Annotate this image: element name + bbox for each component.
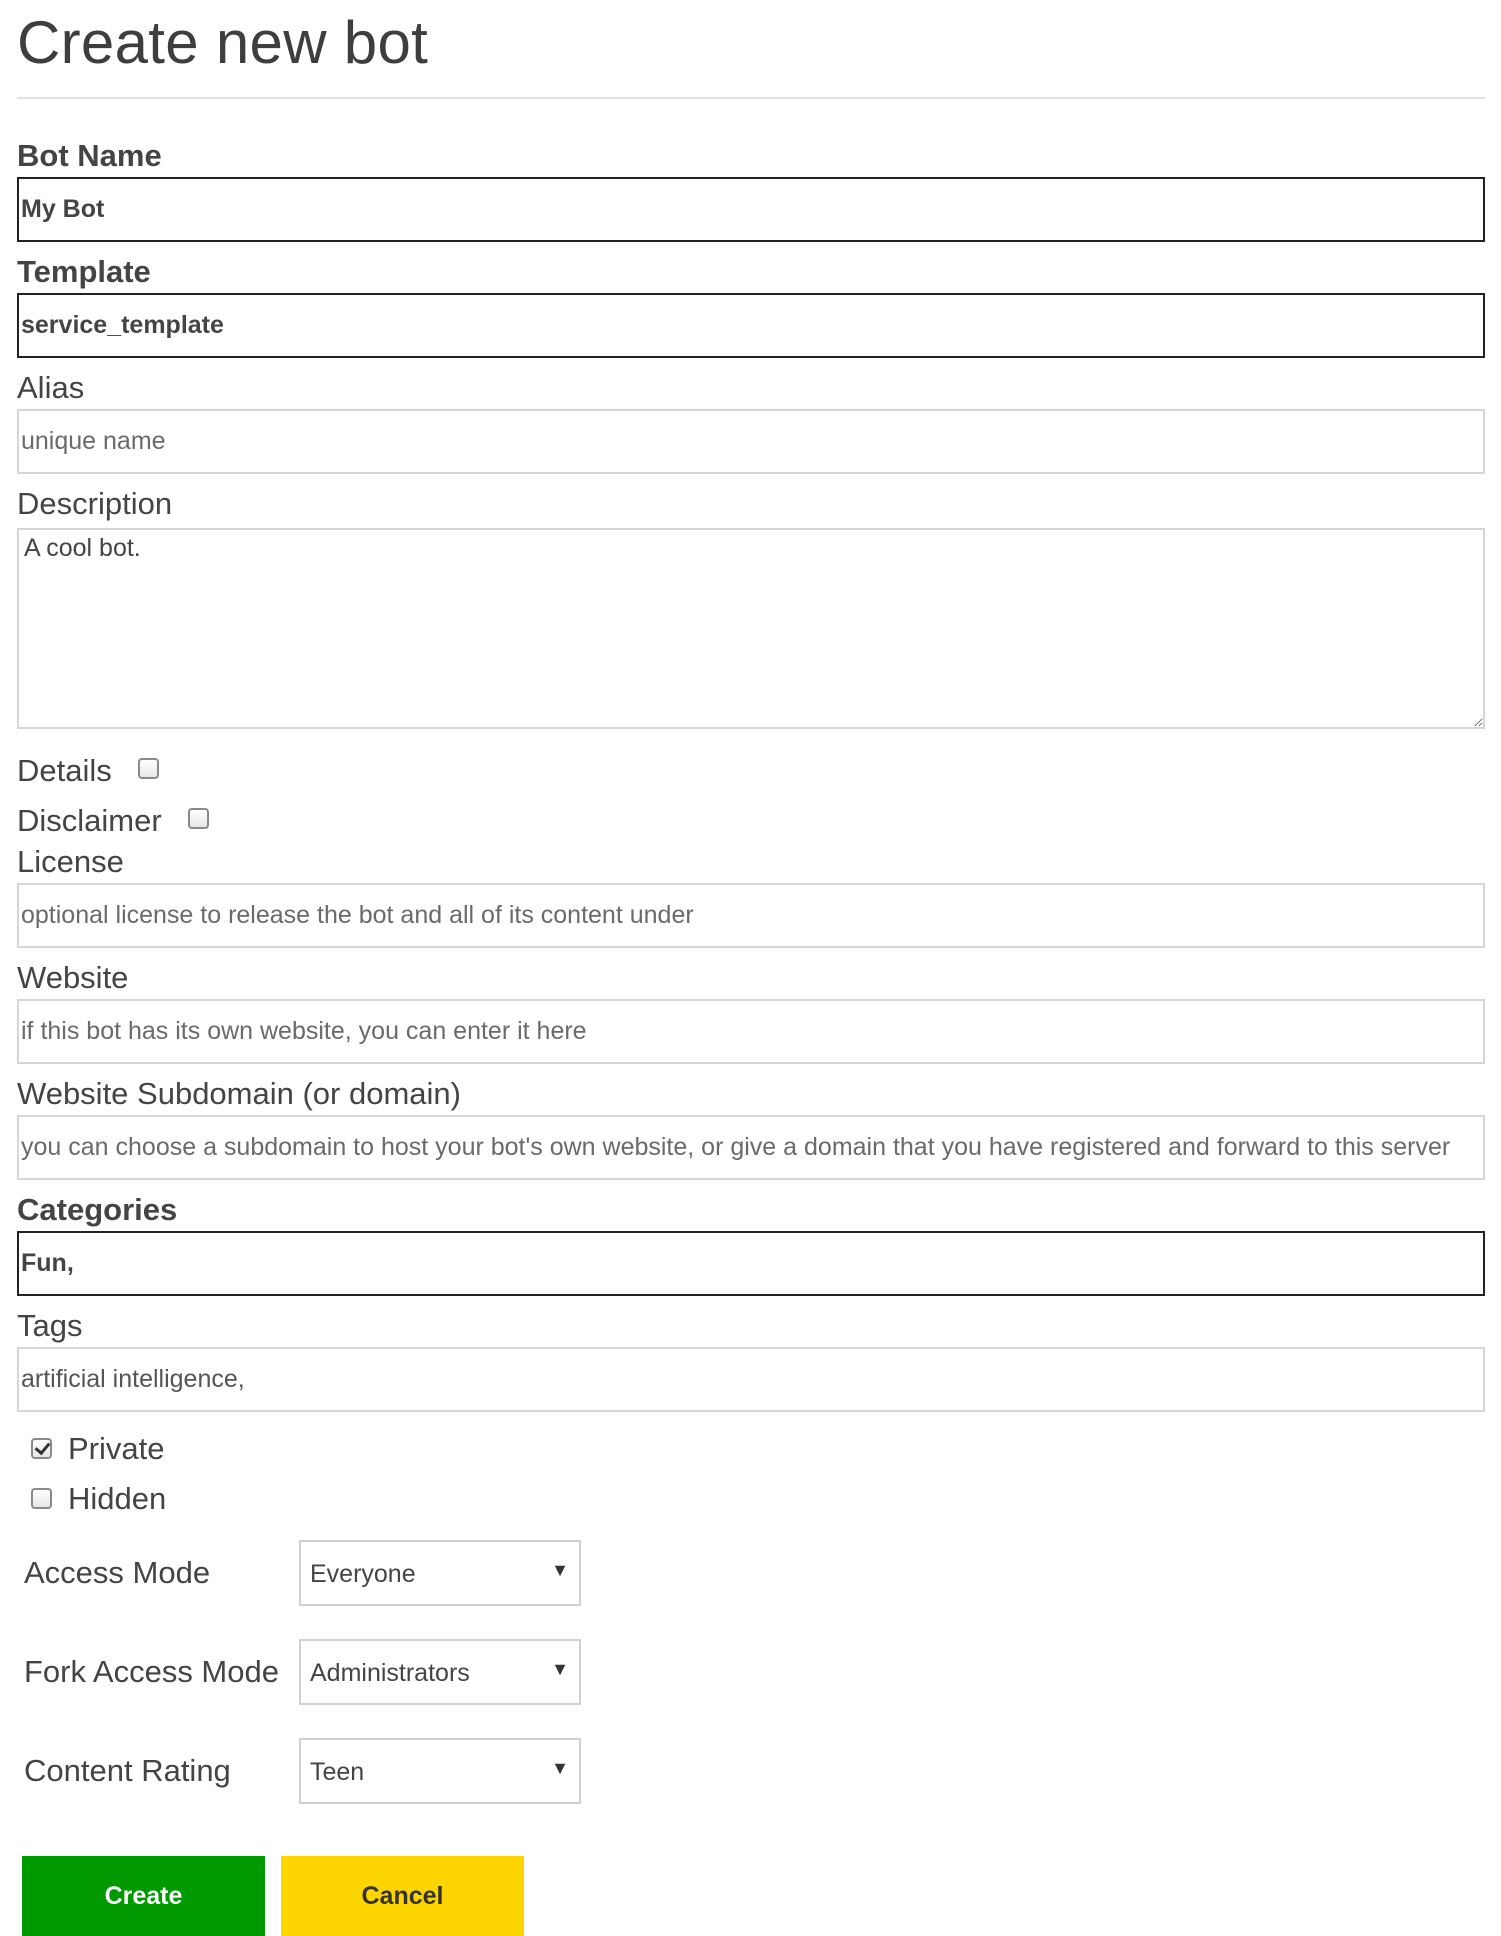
template-input[interactable] (17, 293, 1485, 358)
tags-input[interactable] (17, 1347, 1485, 1412)
content-rating-select[interactable] (299, 1738, 581, 1804)
template-label: Template (17, 254, 151, 289)
private-checkbox[interactable] (31, 1438, 52, 1459)
alias-label: Alias (17, 370, 85, 405)
chevron-down-icon: ▼ (551, 1560, 569, 1580)
disclaimer-checkbox[interactable] (188, 808, 209, 829)
fork-access-mode-value: Administrators (310, 1659, 470, 1687)
details-checkbox[interactable] (138, 758, 159, 779)
website-input[interactable] (17, 999, 1485, 1064)
chevron-down-icon: ▼ (551, 1659, 569, 1679)
disclaimer-label: Disclaimer (17, 803, 162, 838)
page-title: Create new bot (17, 9, 429, 76)
subdomain-label: Website Subdomain (or domain) (17, 1076, 461, 1111)
access-mode-select[interactable] (299, 1540, 581, 1606)
description-label: Description (17, 486, 173, 521)
content-rating-label: Content Rating (24, 1753, 231, 1788)
categories-input[interactable] (17, 1231, 1485, 1296)
license-label: License (17, 844, 124, 879)
chevron-down-icon: ▼ (551, 1758, 569, 1778)
create-button[interactable]: Create (22, 1856, 265, 1936)
private-label: Private (68, 1431, 165, 1466)
tags-label: Tags (17, 1308, 83, 1343)
description-textarea[interactable] (17, 528, 1485, 729)
access-mode-value: Everyone (310, 1560, 416, 1588)
cancel-button[interactable]: Cancel (281, 1856, 524, 1936)
title-divider (17, 97, 1485, 99)
fork-access-mode-select[interactable] (299, 1639, 581, 1705)
access-mode-label: Access Mode (24, 1555, 211, 1590)
details-label: Details (17, 753, 112, 788)
alias-input[interactable] (17, 409, 1485, 474)
hidden-label: Hidden (68, 1481, 167, 1516)
fork-access-mode-label: Fork Access Mode (24, 1654, 279, 1689)
license-input[interactable] (17, 883, 1485, 948)
categories-label: Categories (17, 1192, 178, 1227)
content-rating-value: Teen (310, 1758, 365, 1786)
subdomain-input[interactable] (17, 1115, 1485, 1180)
website-label: Website (17, 960, 129, 995)
bot-name-input[interactable] (17, 177, 1485, 242)
hidden-checkbox[interactable] (31, 1488, 52, 1509)
bot-name-label: Bot Name (17, 138, 162, 173)
